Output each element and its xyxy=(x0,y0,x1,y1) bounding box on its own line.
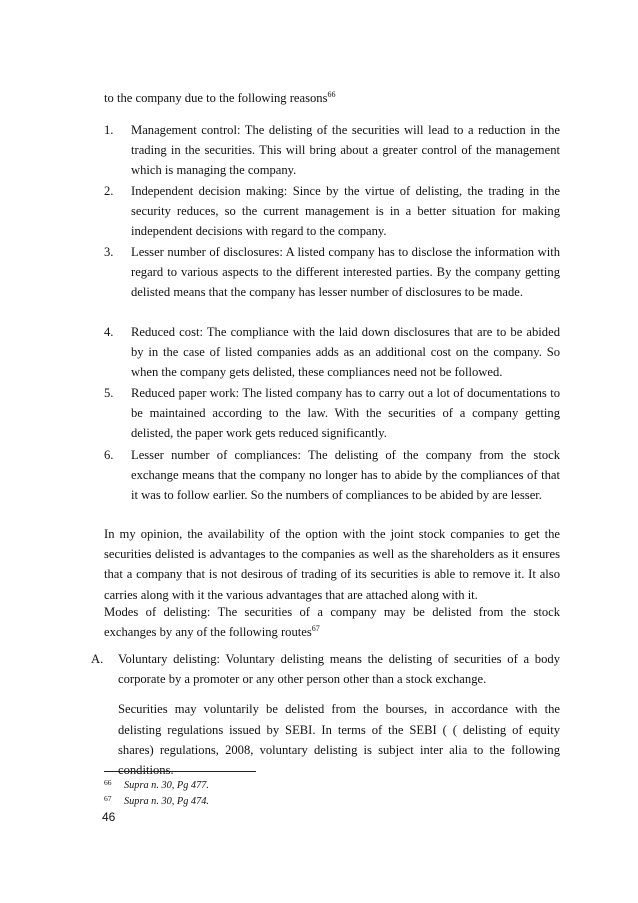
section-detail: Securities may voluntarily be delisted from the bourses, in accordance with the delisting regulations issued by SEBI. In terms of the SEBI ( ( delisting of equity shares) regulations, 2008, voluntary delisting is subject inter alia to the following conditions. xyxy=(118,702,560,778)
reason-item xyxy=(104,242,560,303)
item-number: 6. xyxy=(104,448,114,462)
reason-item xyxy=(104,181,560,242)
reason-item xyxy=(104,383,560,444)
voluntary-delisting-section xyxy=(91,649,560,780)
section-text: Voluntary delisting: Voluntary delisting means the delisting of securities of a body corporate by a promoter or any other person other than a stock exchange. xyxy=(118,652,560,687)
modes-paragraph: Modes of delisting: The securities of a company may be delisted from the stock exchanges by any of the following routes$^{67}$ xyxy=(104,605,560,640)
item-text: Lesser number of compliances: The delisting of the company from the stock exchange means that the company no longer has to abide by the compliances of that it was to follow earlier. So the numbers of compliances to be abided by are lesser. xyxy=(131,448,560,503)
item-text: Reduced paper work: The listed company has to carry out a lot of documentations to be maintained according to the law. With the securities of a company getting delisted, the paper work gets reduced significantly. xyxy=(131,386,560,441)
item-number: 3. xyxy=(104,245,114,259)
footnote-ref-66[interactable]: 66 xyxy=(327,90,336,99)
opinion-paragraph: In my opinion, the availability of the option with the joint stock companies to get the securities delisted is advantages to the companies as well as the shareholders as it ensures that a company that is not desirous of trading of its securities is able to remove it. It also carries along with it the various advantages that are attached along with it. xyxy=(104,527,560,602)
footnote-mark: 66 xyxy=(104,778,112,787)
item-number: 5. xyxy=(104,386,114,400)
item-text: Management control: The delisting of the securities will lead to a reduction in the trading in the securities. This will bring about a greater control of the management which is managing the company. xyxy=(131,123,560,178)
page-number: 46 xyxy=(102,810,116,824)
footnote-mark: 67 xyxy=(104,794,112,803)
section-label: A. xyxy=(91,652,104,666)
item-number: 4. xyxy=(104,325,114,339)
item-number: 1. xyxy=(104,123,114,137)
footnote-text: Supra n. 30, Pg 474. xyxy=(124,796,209,807)
reason-item xyxy=(104,120,560,181)
item-number: 2. xyxy=(104,184,114,198)
item-text: Lesser number of disclosures: A listed company has to disclose the information with regard to various aspects to the different interested parties. By the company getting delisted means that the company has lesser number of disclosures to be made. xyxy=(131,245,560,300)
footnote-divider xyxy=(104,771,256,772)
reason-item xyxy=(104,322,560,383)
footnote-ref-67[interactable]: 67 xyxy=(311,624,320,634)
item-text: Independent decision making: Since by the virtue of delisting, the trading in the security reduces, so the current management is in a better situation for making independent decisions with regard to the company. xyxy=(131,184,560,239)
reason-item xyxy=(104,445,560,506)
item-text: Reduced cost: The compliance with the laid down disclosures that are to be abided by in the case of listed companies adds as an additional cost on the company. So when the company gets delisted, these compliances need not be followed. xyxy=(131,325,560,380)
footnote-text: Supra n. 30, Pg 477. xyxy=(124,780,209,791)
intro-line: to the company due to the following reasons$^{66}$ xyxy=(104,90,336,105)
